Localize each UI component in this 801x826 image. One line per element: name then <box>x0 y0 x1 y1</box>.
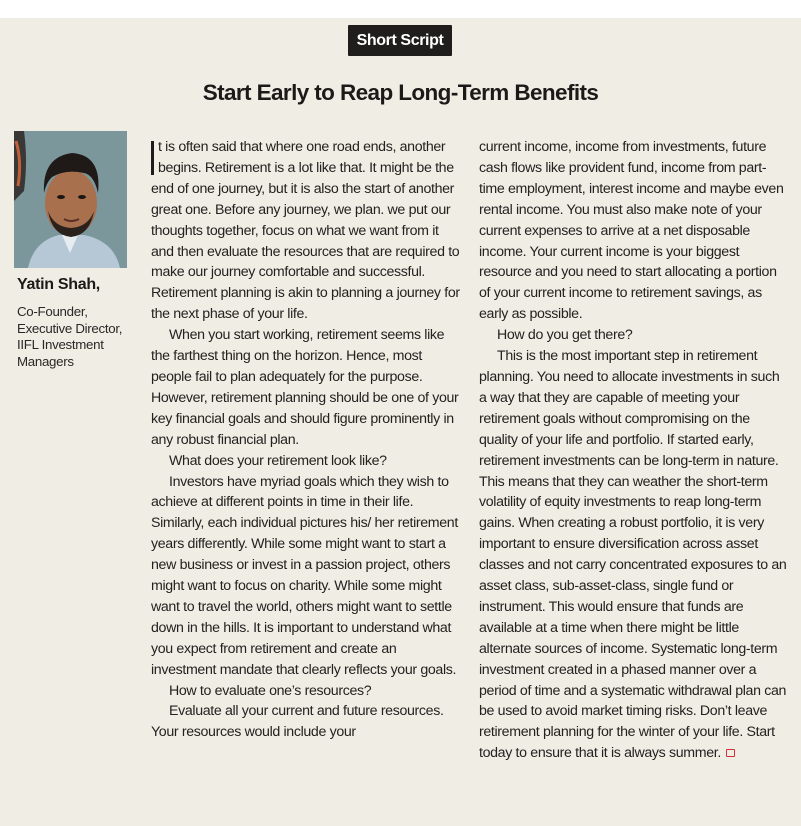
paragraph: Investors have myriad goals which they wish to achieve at different points in time in their life. Similarly, each individual pictures his/ her retirement years differently. While some might want to start a new business or invest in a passion project, others might want to focus on charity. While some might want to travel the world, others might want to settle down in the hills. It is important to understand what you expect from retirement and create an investment mandate that clearly reflects your goals. <box>151 473 458 678</box>
author-photo <box>14 131 127 268</box>
headline: Start Early to Reap Long-Term Benefits <box>202 80 599 105</box>
article-column-2 <box>479 137 789 764</box>
paragraph <box>479 346 789 764</box>
subheading: How to evaluate one’s resources? <box>169 682 372 699</box>
paragraph-text: This is the most important step in retirement planning. You need to allocate investments in such a way that they are capable of meeting your retirement goals without compromising on the quality of your life and portfolio. If started early, retirement investments can be long-term in nature. This means that they can weather the short-term volatility of equity investments to reap long-term gains. When creating a robust portfolio, it is very important to ensure diversification across asset classes and not carry concentrated exposures to an asset class, sub-asset-class, single fund or instrument. This would ensure that funds are available at a time when there might be little alternate sources of income. Systematic long-term investment created in a phased manner over a period of time and a systematic withdrawal plan can be used to avoid market timing risks. Don’t leave retirement planning for the winter of your life. Start today to ensure that it is always summer. <box>479 348 787 762</box>
author-title <box>17 304 147 370</box>
paragraph: current income, income from investments, future cash flows like provident fund, income from part-time employment, interest income and maybe even rental income. You must also make note of your current expenses to arrive at a net disposable income. Your current income is your biggest resource and you need to start allocating a portion of your current income to retirement savings, as early as possible. <box>479 139 784 323</box>
article-page <box>0 18 801 826</box>
section-kicker: Short Script <box>348 25 452 56</box>
author-name: Yatin Shah, <box>17 276 100 293</box>
paragraph: Evaluate all your current and future resources. Your resources would include your <box>151 703 444 741</box>
paragraph-text: t is often said that where one road ends, another begins. Retirement is a lot like that. It might be the end of one journey, but it is also the start of another great one. Before any journey, we plan. we put our thoughts together, focus on what we want from it and then evaluate the resources that are required to make our journey comfortable and successful. Retirement planning is akin to planning a journey for the next phase of your life. <box>151 139 460 323</box>
paragraph: When you start working, retirement seems like the farthest thing on the horizon. Hence, most people fail to plan adequately for the purpose. However, retirement planning should be one of your key financial goals and should figure prominently in any robust financial plan. <box>151 327 459 448</box>
article-column-1 <box>151 137 461 743</box>
author-title-line: Managers <box>17 353 74 369</box>
drop-cap-bar <box>151 141 154 175</box>
author-title-line: Co-Founder, <box>17 304 88 319</box>
author-title-line: Executive Director, <box>17 320 123 336</box>
subheading: What does your retirement look like? <box>169 452 387 469</box>
paragraph <box>151 137 461 325</box>
author-title-line: IIFL Investment <box>17 337 104 353</box>
author-portrait-icon <box>14 131 127 268</box>
end-of-article-icon <box>726 749 735 757</box>
subheading: How do you get there? <box>497 327 633 344</box>
